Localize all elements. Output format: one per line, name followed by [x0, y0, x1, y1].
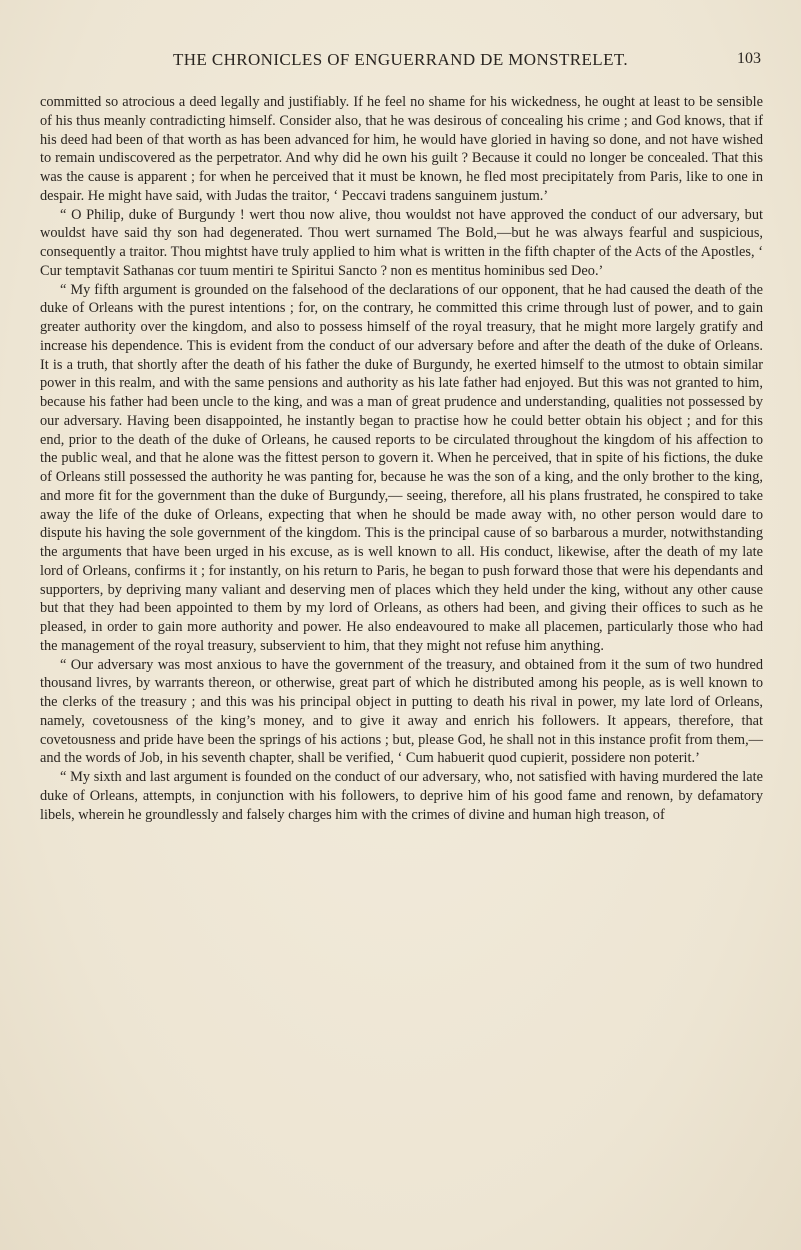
paragraph: “ My fifth argument is grounded on the falsehood of the declarations of our opponent, that he had caused the death of the duke of Orleans with the purest intentions ; for, on the contrary, he committed this crime through lust of power, and to gain greater authority over the kingdom, and also to possess himself of the royal treasury, that he might more largely gratify and increase his dependence. This is evident from the conduct of our adversary before and after the death of the duke of Orleans. It is a truth, that shortly after the death of his father the duke of Burgundy, he exerted himself to the utmost to obtain similar power in this realm, and with the same pensions and authority as his late father had enjoyed. But this was not granted to him, because his father had been uncle to the king, and was a man of great prudence and understanding, qualities not possessed by our adversary. Having been disappointed, he instantly began to practise how he could better obtain his object ; and for this end, prior to the death of the duke of Orleans, he caused reports to be circulated throughout the kingdom of his affection to the public weal, and that he alone was the fittest person to govern it. When he perceived, that in spite of his fictions, the duke of Orleans still possessed the authority he was panting for, because he was the son of a king, and the only brother to the king, and more fit for the government than the duke of Burgundy,— seeing, therefore, all his plans frustrated, he conspired to take away the life of the duke of Orleans, expecting that when he should be made away with, no other person would dare to dispute his having the sole government of the kingdom. This is the principal cause of so barbarous a murder, notwithstanding the arguments that have been urged in his excuse, as is well known to all. His conduct, likewise, after the death of my late lord of Orleans, confirms it ; for instantly, on his return to Paris, he began to push forward those that were his dependants and supporters, by depriving many valiant and deserving men of places which they held under the king, without any other cause but that they had been appointed to them by my lord of Orleans, as others had been, and giving their offices to such as he pleased, in order to gain more authority and power. He also endeavoured to make all placemen, particularly those who had the management of the royal treasury, subservient to him, that they might not refuse him anything.	[40, 281, 763, 654]
paragraph: “ O Philip, duke of Burgundy ! wert thou now alive, thou wouldst not have approved the conduct of our adversary, but wouldst have said thy son had degenerated. Thou wert surnamed The Bold,—but he was always fearful and suspicious, consequently a traitor. Thou mightst have truly applied to him what is written in the fifth chapter of the Acts of the Apostles, ‘ Cur temptavit Sathanas cor tuum mentiri te Spiritui Sancto ? non es mentitus hominibus sed Deo.’	[40, 206, 763, 279]
running-head: THE CHRONICLES OF ENGUERRAND DE MONSTRELET.	[172, 50, 629, 69]
page-header	[40, 50, 761, 76]
paragraph: committed so atrocious a deed legally and justifiably. If he feel no shame for his wickedness, he ought at least to be sensible of his thus meanly contradicting himself. Consider also, that he was desirous of concealing his crime ; and God knows, that if his deed had been of that worth as has been advanced for him, he would have gloried in having so done, and not have wished to remain undiscovered as the perpetrator. And why did he own his guilt ? Because it could no longer be concealed. That this was the cause is apparent ; for when he perceived that it must be known, he fled most precipitately from Paris, like to one in despair. He might have said, with Judas the traitor, ‘ Peccavi tradens sanguinem justum.’	[40, 94, 763, 204]
page-number: 103	[737, 50, 761, 67]
paragraph: “ My sixth and last argument is founded on the conduct of our adversary, who, not satisfied with having murdered the late duke of Orleans, attempts, in conjunction with his followers, to deprive him of his good fame and renown, by defamatory libels, wherein he groundlessly and falsely charges him with the crimes of divine and human high treason, of	[40, 769, 763, 823]
paragraph: “ Our adversary was most anxious to have the government of the treasury, and obtained from it the sum of two hundred thousand livres, by warrants thereon, or otherwise, great part of which he distributed among his people, as is well known to the clerks of the treasury ; and this was his principal object in putting to death his rival in power, my late lord of Orleans, namely, covetousness of the king’s money, and to give it away and enrich his followers. It appears, therefore, that covetousness and pride have been the springs of his actions ; but, please God, he shall not in this instance profit from them,—and the words of Job, in his seventh chapter, shall be verified, ‘ Cum habuerit quod cupierit, possidere non poterit.’	[40, 656, 763, 767]
body-text	[40, 93, 763, 824]
